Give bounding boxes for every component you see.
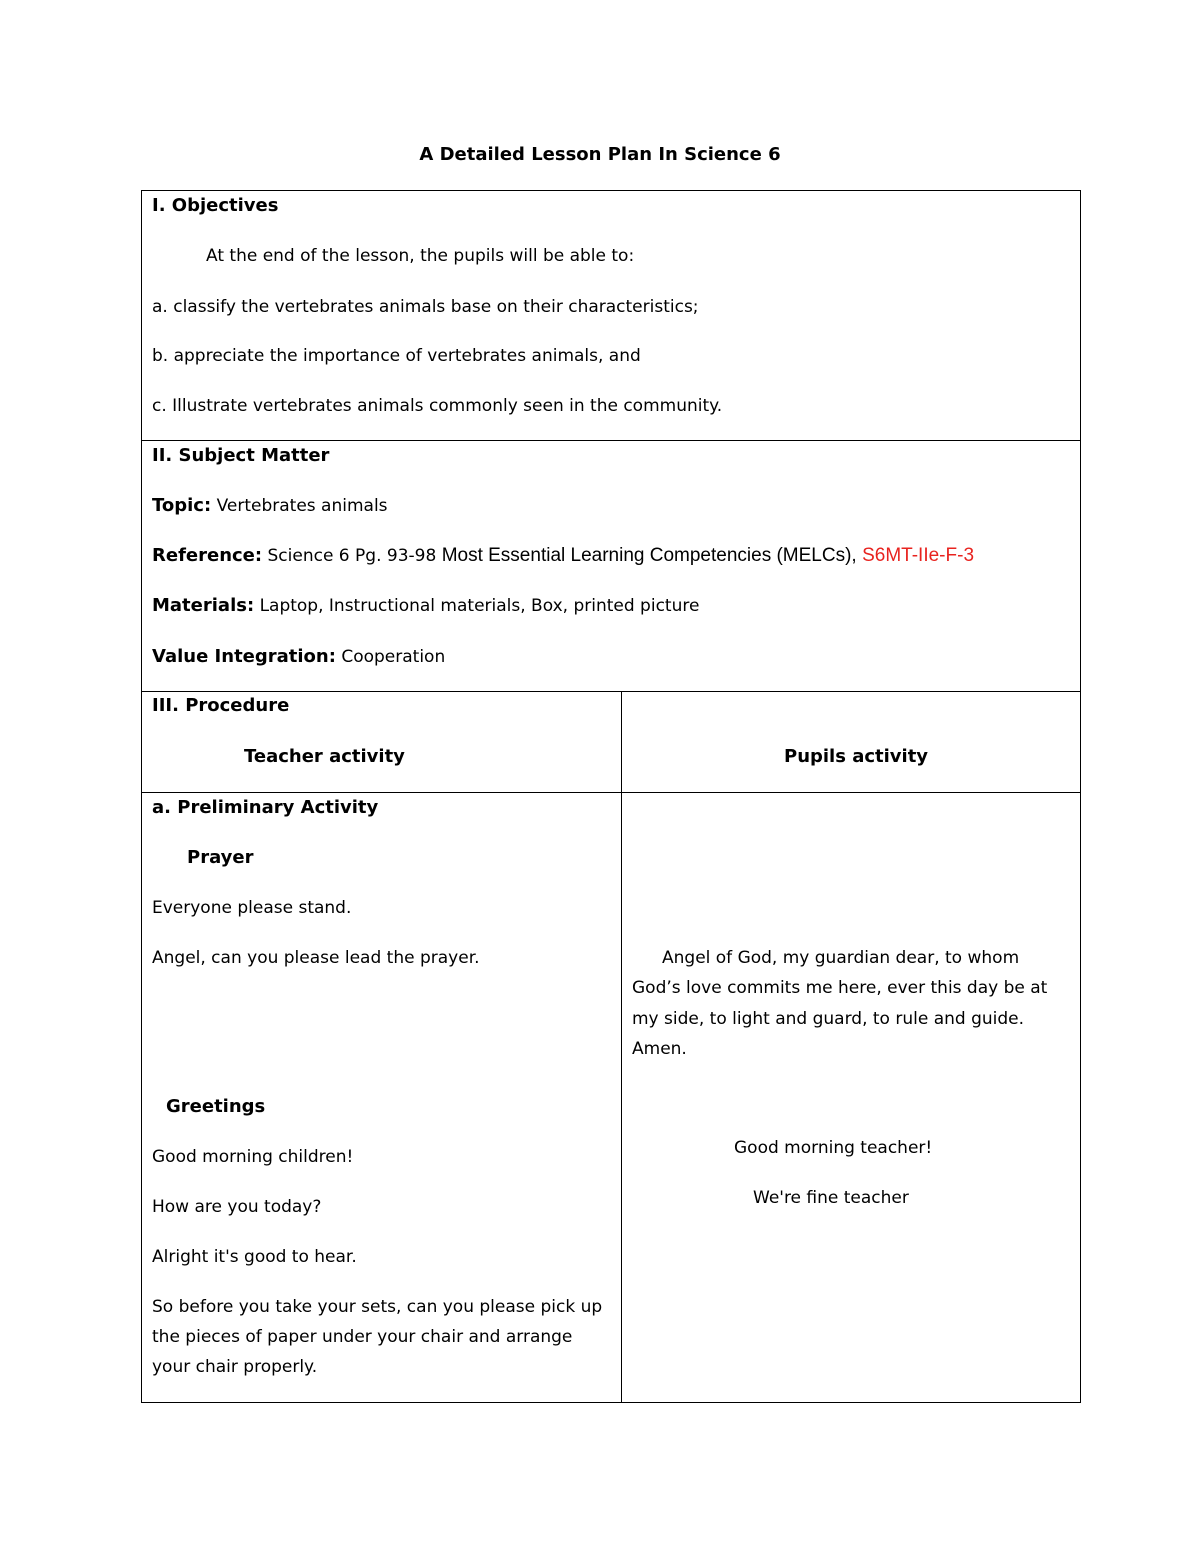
topic-value: Vertebrates animals [216,496,388,516]
reference-code: S6MT-IIe-F-3 [862,545,975,566]
pupil-prayer-line: God’s love commits me here, ever this day be at [632,978,1048,998]
teacher-line: Everyone please stand. [152,898,352,918]
pupil-greeting-line: Good morning teacher! [734,1138,933,1158]
objective-item-b: b. appreciate the importance of vertebrates animals, and [152,346,641,366]
pupil-greeting-line: We're fine teacher [753,1188,909,1208]
reference-label: Reference: [152,545,263,566]
pupil-prayer-line: Amen. [632,1039,687,1059]
teacher-closing-line: the pieces of paper under your chair and arrange [152,1327,573,1347]
teacher-line: Alright it's good to hear. [152,1247,357,1267]
objective-item-a: a. classify the vertebrates animals base on their characteristics; [152,297,699,317]
objective-item-c: c. Illustrate vertebrates animals commonly seen in the community. [152,396,723,416]
document-title: A Detailed Lesson Plan In Science 6 [419,144,781,165]
reference-melcs: Most Essential Learning Competencies (MELCs), [441,545,857,566]
objectives-heading: I. Objectives [152,195,279,216]
value-integration-value: Cooperation [341,647,446,667]
materials-row [152,594,699,618]
teacher-line: Good morning children! [152,1147,354,1167]
value-integration-label: Value Integration: [152,646,336,667]
preliminary-activity-heading: a. Preliminary Activity [152,797,379,818]
value-integration-row [152,645,445,669]
procedure-heading: III. Procedure [152,695,290,716]
teacher-line: How are you today? [152,1197,322,1217]
column-divider [621,691,622,1403]
topic-row [152,494,388,518]
pupils-activity-header: Pupils activity [784,746,929,767]
pupil-prayer-line: Angel of God, my guardian dear, to whom [662,948,1020,968]
materials-label: Materials: [152,595,255,616]
teacher-closing-line: So before you take your sets, can you please pick up [152,1297,603,1317]
reference-row [152,544,974,568]
teacher-activity-header: Teacher activity [244,746,405,767]
teacher-closing-line: your chair properly. [152,1357,318,1377]
greetings-heading: Greetings [166,1096,266,1117]
row-divider-subject-matter [141,440,1081,441]
topic-label: Topic: [152,495,212,516]
prayer-heading: Prayer [187,847,254,868]
pupil-prayer-line: my side, to light and guard, to rule and guide. [632,1009,1025,1029]
row-divider-procedure [141,691,1081,692]
materials-value: Laptop, Instructional materials, Box, printed picture [259,596,700,616]
teacher-line: Angel, can you please lead the prayer. [152,948,480,968]
subject-matter-heading: II. Subject Matter [152,445,330,466]
objectives-intro: At the end of the lesson, the pupils will be able to: [206,246,635,266]
row-divider-activities [141,792,1081,793]
reference-value: Science 6 Pg. 93-98 [267,546,437,566]
